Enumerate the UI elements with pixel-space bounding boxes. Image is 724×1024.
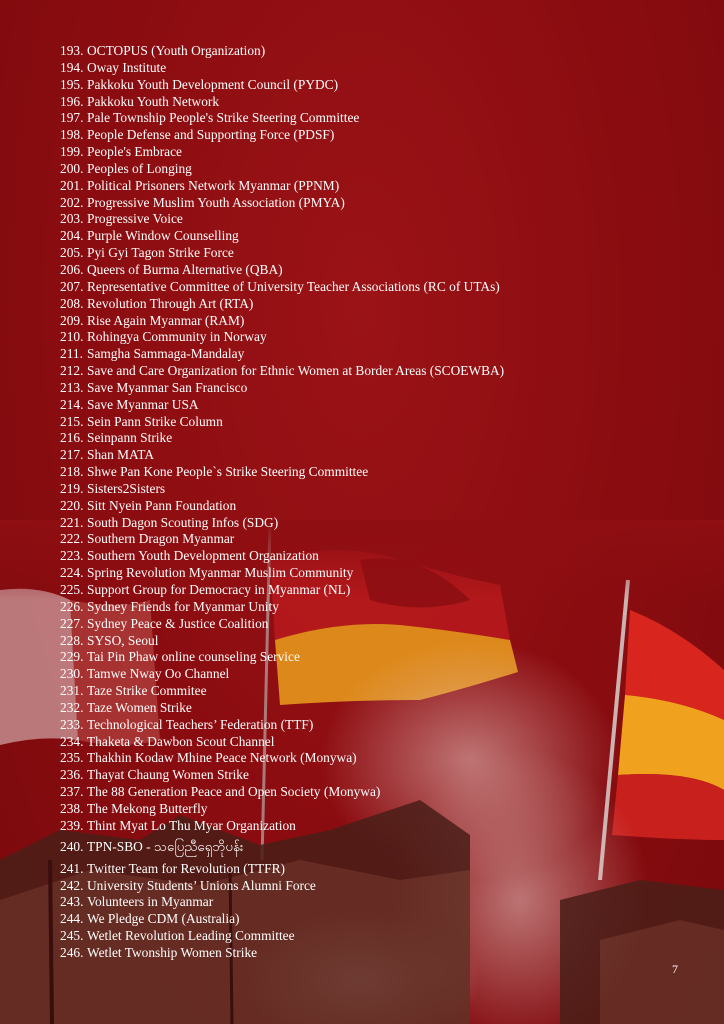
list-item-text: Wetlet Revolution Leading Committee [87, 928, 295, 944]
list-item [60, 911, 700, 928]
list-item-number: 221. [60, 514, 84, 530]
list-item-number: 235. [60, 750, 84, 766]
list-item [60, 700, 700, 717]
list-item-number: 218. [60, 464, 84, 480]
list-item-text: Progressive Muslim Youth Association (PMYA) [87, 194, 345, 210]
list-item-number: 207. [60, 278, 84, 294]
list-item-number: 245. [60, 928, 84, 944]
list-item-number: 230. [60, 666, 84, 682]
list-item [60, 784, 700, 801]
list-item-text: Save and Care Organization for Ethnic Women at Border Areas (SCOEWBA) [87, 363, 505, 379]
list-item [60, 464, 700, 481]
list-item [60, 599, 700, 616]
list-item-text: We Pledge CDM (Australia) [87, 911, 240, 927]
list-item [60, 734, 700, 751]
list-item-text: Samgha Sammaga-Mandalay [87, 346, 245, 362]
list-item-text: Technological Teachers’ Federation (TTF) [87, 716, 314, 732]
list-item-number: 236. [60, 767, 84, 783]
organization-list [60, 43, 700, 962]
list-item-text: Pale Township People's Strike Steering Committee [87, 110, 360, 126]
list-item-number: 216. [60, 430, 84, 446]
list-item [60, 43, 700, 60]
list-item-text: Revolution Through Art (RTA) [87, 295, 254, 311]
list-item-number: 232. [60, 699, 84, 715]
list-item-text: Political Prisoners Network Myanmar (PPNM) [87, 177, 340, 193]
list-item-number: 219. [60, 480, 84, 496]
list-item-text: Rohingya Community in Norway [87, 329, 267, 345]
list-item-number: 203. [60, 211, 84, 227]
list-item [60, 77, 700, 94]
list-item-text: Progressive Voice [87, 211, 183, 227]
list-item [60, 346, 700, 363]
list-item [60, 161, 700, 178]
list-item [60, 94, 700, 111]
list-item-text: Southern Dragon Myanmar [87, 531, 235, 547]
list-item [60, 296, 700, 313]
list-item [60, 945, 700, 962]
list-item [60, 767, 700, 784]
list-item [60, 498, 700, 515]
list-item-text: Tamwe Nway Oo Channel [87, 666, 230, 682]
list-item [60, 666, 700, 683]
list-item-text: Thint Myat Lo Thu Myar Organization [87, 817, 296, 833]
list-item-text: Spring Revolution Myanmar Muslim Community [87, 565, 354, 581]
list-item-number: 239. [60, 817, 84, 833]
list-item [60, 894, 700, 911]
list-item-text: University Students’ Unions Alumni Force [87, 877, 316, 893]
list-item-text: OCTOPUS (Youth Organization) [87, 43, 266, 58]
list-item [60, 211, 700, 228]
list-item-number: 196. [60, 93, 84, 109]
list-item [60, 380, 700, 397]
list-item-number: 227. [60, 615, 84, 631]
list-item-text: Oway Institute [87, 59, 167, 75]
list-item-text: Southern Youth Development Organization [87, 548, 319, 564]
list-item [60, 649, 700, 666]
list-item-number: 226. [60, 598, 84, 614]
list-item-number: 242. [60, 877, 84, 893]
list-item-text: Sisters2Sisters [87, 480, 166, 496]
list-item-number: 222. [60, 531, 84, 547]
list-item [60, 683, 700, 700]
list-item [60, 861, 700, 878]
list-item [60, 195, 700, 212]
list-item-text: Purple Window Counselling [87, 228, 239, 244]
page-number: 7 [672, 962, 678, 976]
list-item-number: 197. [60, 110, 84, 126]
list-item-text: TPN-SBO - သပြေညီရှေဘိုပန်း [87, 838, 244, 854]
list-item-number: 204. [60, 228, 84, 244]
list-item [60, 363, 700, 380]
list-item [60, 127, 700, 144]
list-item-number: 195. [60, 76, 84, 92]
list-item [60, 279, 700, 296]
list-item-number: 194. [60, 59, 84, 75]
list-item-number: 223. [60, 548, 84, 564]
list-item [60, 262, 700, 279]
list-item-text: Queers of Burma Alternative (QBA) [87, 261, 283, 277]
list-item-text: Support Group for Democracy in Myanmar (NL) [87, 582, 351, 597]
list-item-number: 231. [60, 683, 84, 699]
list-item [60, 329, 700, 346]
list-item-number: 224. [60, 565, 84, 581]
list-item-text: Thayat Chaung Women Strike [87, 767, 249, 783]
list-item-number: 233. [60, 716, 84, 732]
list-item [60, 633, 700, 650]
list-item-number: 202. [60, 194, 84, 210]
list-item-text: Wetlet Twonship Women Strike [87, 944, 258, 960]
list-item-text: Taze Women Strike [87, 699, 192, 715]
list-item-number: 200. [60, 160, 84, 176]
list-item-text: Sein Pann Strike Column [87, 413, 223, 429]
list-item-text: Taze Strike Commitee [87, 683, 207, 699]
list-item [60, 144, 700, 161]
list-item-text: Sydney Peace & Justice Coalition [87, 615, 269, 631]
list-item [60, 245, 700, 262]
list-item-number: 246. [60, 944, 84, 960]
list-item [60, 414, 700, 431]
list-item-text: Thakhin Kodaw Mhine Peace Network (Monywa) [87, 750, 357, 766]
list-item-number: 199. [60, 144, 84, 160]
list-item-text: Volunteers in Myanmar [87, 894, 214, 910]
list-item-text: Representative Committee of University Teacher Associations (RC of UTAs) [87, 278, 500, 294]
list-item-number: 243. [60, 894, 84, 910]
list-item-number: 198. [60, 127, 84, 143]
list-item [60, 397, 700, 414]
list-item-text: Shwe Pan Kone People`s Strike Steering Committee [87, 464, 369, 480]
list-item-number: 211. [60, 346, 83, 362]
list-item [60, 531, 700, 548]
list-item [60, 515, 700, 532]
list-item-number: 229. [60, 649, 84, 665]
list-item [60, 447, 700, 464]
list-item [60, 430, 700, 447]
list-item-number: 220. [60, 497, 84, 513]
list-item [60, 582, 700, 599]
list-item [60, 565, 700, 582]
list-item [60, 717, 700, 734]
list-item-number: 210. [60, 329, 84, 345]
list-item-text: Rise Again Myanmar (RAM) [87, 312, 245, 328]
list-item-number: 240. [60, 838, 84, 854]
list-item-text: Thaketa & Dawbon Scout Channel [87, 733, 275, 749]
list-item-text: Tai Pin Phaw online counseling Service [87, 649, 300, 665]
list-item [60, 228, 700, 245]
list-item [60, 616, 700, 633]
list-item-number: 241. [60, 860, 84, 876]
list-item [60, 878, 700, 895]
list-item [60, 313, 700, 330]
list-item-number: 228. [60, 632, 84, 648]
list-item-number: 206. [60, 261, 84, 277]
list-item [60, 178, 700, 195]
list-item-text: Shan MATA [87, 447, 154, 463]
list-item-number: 238. [60, 800, 84, 816]
list-item-number: 217. [60, 447, 84, 463]
list-item-text: People's Embrace [87, 144, 182, 160]
list-item-number: 201. [60, 177, 84, 193]
list-item [60, 750, 700, 767]
list-item-number: 212. [60, 363, 84, 379]
list-item-number: 215. [60, 413, 84, 429]
list-item-text: Pakkoku Youth Development Council (PYDC) [87, 76, 339, 92]
list-item-text: Pyi Gyi Tagon Strike Force [87, 245, 234, 261]
list-item-text: Pakkoku Youth Network [87, 93, 220, 109]
list-item [60, 110, 700, 127]
list-item-text: South Dagon Scouting Infos (SDG) [87, 514, 279, 530]
list-item [60, 835, 700, 861]
list-item [60, 801, 700, 818]
list-item [60, 548, 700, 565]
list-item [60, 818, 700, 835]
list-item-text: People Defense and Supporting Force (PDSF) [87, 127, 335, 143]
list-item-text: The Mekong Butterfly [87, 800, 208, 816]
list-item-text: Peoples of Longing [87, 160, 192, 176]
list-item-number: 193. [60, 43, 84, 58]
list-item [60, 481, 700, 498]
list-item-number: 213. [60, 379, 84, 395]
list-item-text: The 88 Generation Peace and Open Society (Monywa) [87, 784, 381, 800]
list-item-number: 209. [60, 312, 84, 328]
list-item [60, 60, 700, 77]
list-item-number: 214. [60, 396, 84, 412]
list-item-number: 237. [60, 784, 84, 800]
list-item-number: 225. [60, 582, 84, 597]
list-item-number: 205. [60, 245, 84, 261]
list-item-number: 208. [60, 295, 84, 311]
list-item-text: Save Myanmar USA [87, 396, 199, 412]
list-item-text: Twitter Team for Revolution (TTFR) [87, 860, 285, 876]
list-item [60, 928, 700, 945]
list-item-text: Sitt Nyein Pann Foundation [87, 497, 237, 513]
list-item-text: SYSO, Seoul [87, 632, 159, 648]
list-item-number: 234. [60, 733, 84, 749]
list-item-text: Sydney Friends for Myanmar Unity [87, 598, 279, 614]
list-item-text: Seinpann Strike [87, 430, 173, 446]
list-item-number: 244. [60, 911, 84, 927]
list-item-text: Save Myanmar San Francisco [87, 379, 248, 395]
